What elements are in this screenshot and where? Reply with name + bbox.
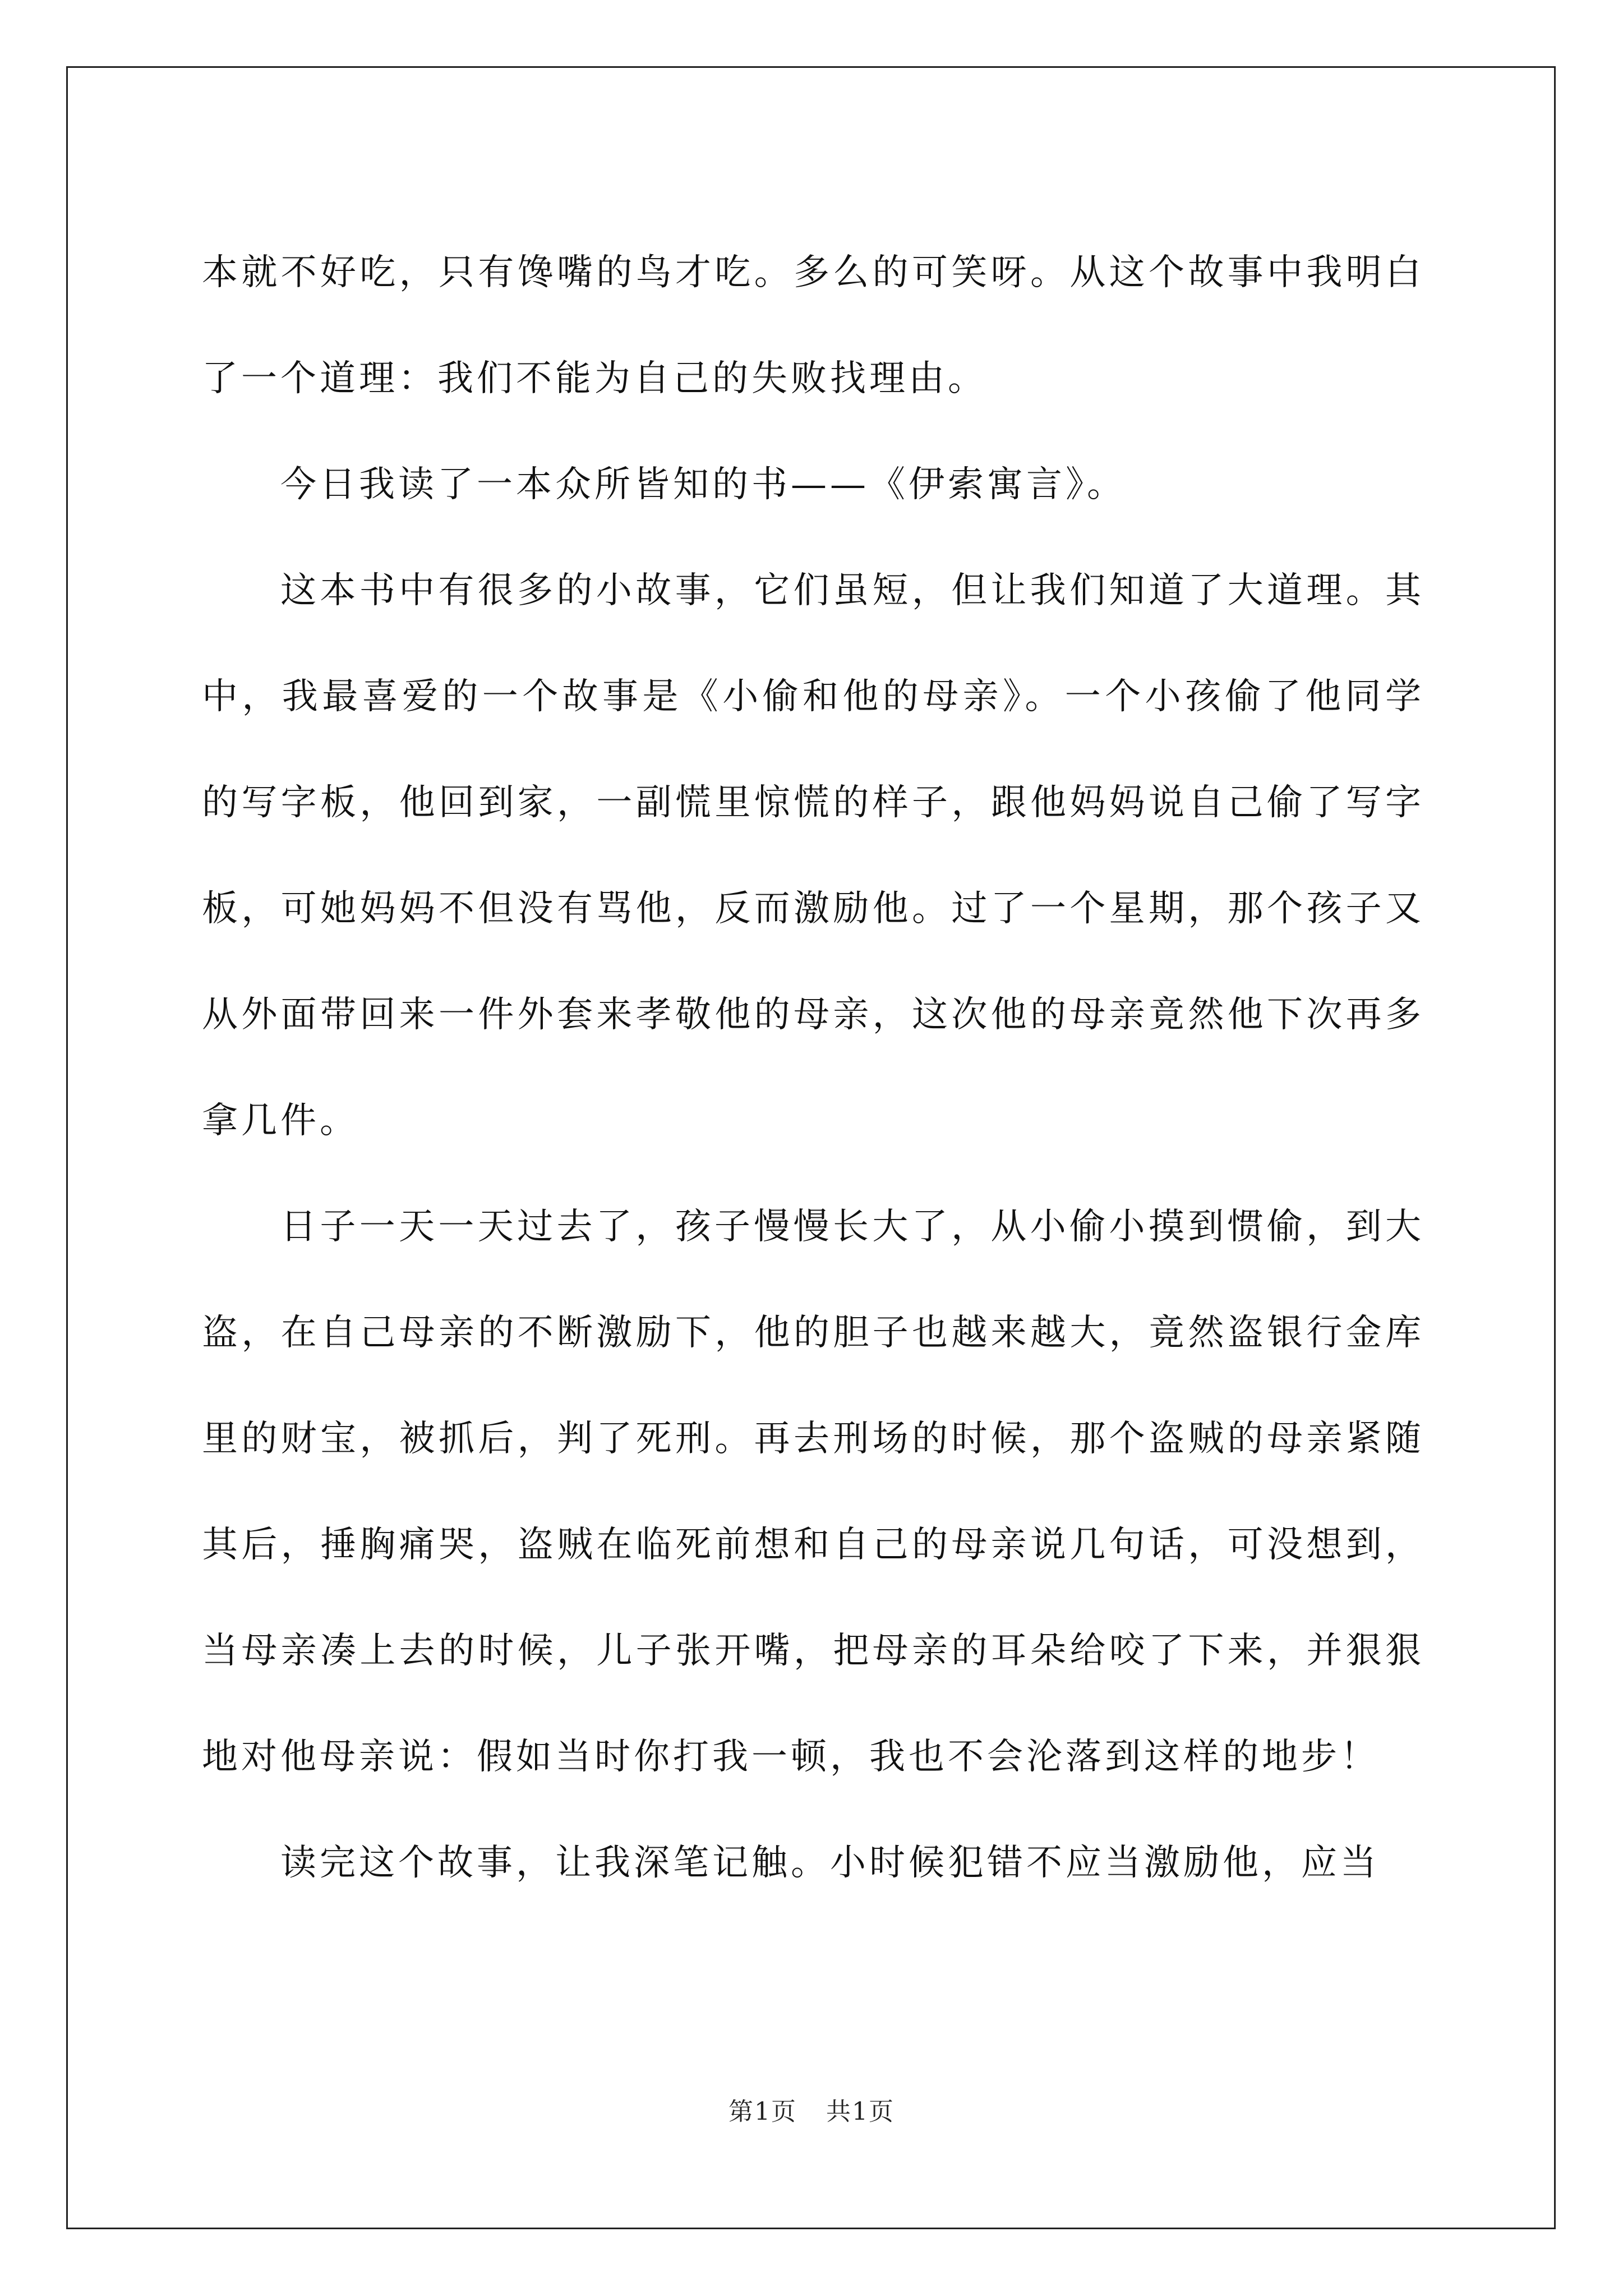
paragraph-5: 读完这个故事，让我深笔记触。小时候犯错不应当激励他，应当 (280, 1842, 1380, 1884)
paragraph-1: 本就不好吃，只有馋嘴的鸟才吃。多么的可笑呀。从这个故事中我明白了一个道理：我们不能为自己的失败找理由。 (202, 252, 1424, 399)
page-total: 共1页 (826, 2097, 895, 2126)
page-footer (0, 2091, 1623, 2127)
document-body (202, 220, 1424, 1916)
paragraph-4: 日子一天一天过去了，孩子慢慢长大了，从小偷小摸到惯偷，到大盗，在自己母亲的不断激励下，他的胆子也越来越大，竟然盗银行金库里的财宝，被抓后，判了死刑。再去刑场的时候，那个盗贼的母亲紧随其后，捶胸痛哭，盗贼在临死前想和自己的母亲说几句话，可没想到，当母亲凑上去的时候，儿子张开嘴，把母亲的耳朵给咬了下来，并狠狠地对他母亲说：假如当时你打我一顿，我也不会沦落到这样的地步！ (202, 1206, 1424, 1778)
page-number: 第1页 (728, 2097, 797, 2126)
paragraph-3: 这本书中有很多的小故事，它们虽短，但让我们知道了大道理。其中，我最喜爱的一个故事是《小偷和他的母亲》。一个小孩偷了他同学的写字板，他回到家，一副慌里惊慌的样子，跟他妈妈说自己偷了写字板，可她妈妈不但没有骂他，反而激励他。过了一个星期，那个孩子又从外面带回来一件外套来孝敬他的母亲，这次他的母亲竟然他下次再多拿几件。 (202, 570, 1424, 1142)
paragraph-2: 今日我读了一本众所皆知的书——《伊索寓言》。 (280, 464, 1126, 505)
